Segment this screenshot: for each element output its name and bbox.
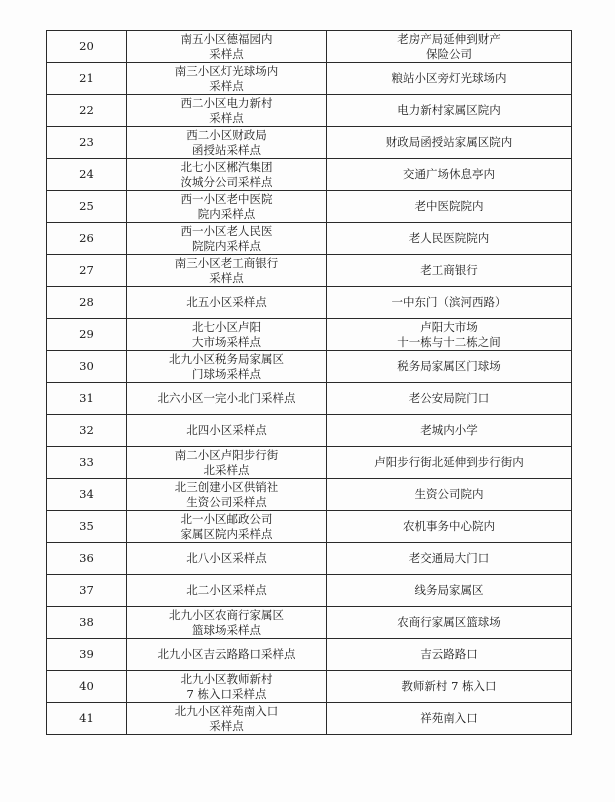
site-name-cell — [127, 159, 327, 191]
row-number: 27 — [47, 255, 127, 287]
row-number: 25 — [47, 191, 127, 223]
site-name-line: 院院内采样点 — [192, 238, 261, 253]
site-location-cell — [327, 543, 572, 575]
site-location-cell — [327, 415, 572, 447]
site-name-line: 7 栋入口采样点 — [186, 686, 267, 701]
site-name-line: 家属区院内采样点 — [180, 526, 273, 541]
row-number: 21 — [47, 63, 127, 95]
site-location-cell — [327, 191, 572, 223]
table-row — [47, 703, 572, 735]
row-number: 30 — [47, 351, 127, 383]
table-row — [47, 127, 572, 159]
site-location-line: 卢阳步行街北延伸到步行街内 — [374, 455, 524, 469]
site-location-cell — [327, 95, 572, 127]
site-name-cell — [127, 31, 327, 63]
row-number: 32 — [47, 415, 127, 447]
site-name-line: 篮球场采样点 — [192, 622, 261, 637]
site-location-line: 线务局家属区 — [414, 583, 484, 597]
table-row — [47, 95, 572, 127]
table-row — [47, 639, 572, 671]
site-location-line: 生资公司院内 — [414, 487, 484, 501]
site-name-line: 北九小区教师新村 — [180, 671, 273, 686]
site-location-cell — [327, 607, 572, 639]
row-number: 35 — [47, 511, 127, 543]
site-location-cell — [327, 511, 572, 543]
site-name-cell — [127, 511, 327, 543]
site-name-line: 汝城分公司采样点 — [180, 174, 273, 189]
row-number: 36 — [47, 543, 127, 575]
table-row — [47, 575, 572, 607]
site-name-line: 西二小区财政局 — [186, 127, 267, 142]
table-row — [47, 319, 572, 351]
site-location-cell — [327, 31, 572, 63]
site-location-line: 老公安局院门口 — [408, 391, 490, 405]
site-location-cell — [327, 479, 572, 511]
site-location-line: 老房产局延伸到财产 — [397, 31, 501, 46]
site-location-cell — [327, 351, 572, 383]
row-number: 31 — [47, 383, 127, 415]
row-number: 33 — [47, 447, 127, 479]
site-name-line: 北九小区农商行家属区 — [169, 607, 284, 622]
site-location-line: 老人民医院院内 — [408, 231, 490, 245]
site-name-line: 采样点 — [209, 270, 244, 285]
site-name-cell — [127, 575, 327, 607]
row-number: 24 — [47, 159, 127, 191]
site-name-line: 采样点 — [209, 110, 244, 125]
row-number: 26 — [47, 223, 127, 255]
site-name-line: 北七小区卢阳 — [192, 319, 261, 334]
site-name-cell — [127, 287, 327, 319]
site-name-cell — [127, 95, 327, 127]
site-location-line: 老城内小学 — [420, 423, 478, 437]
site-name-cell — [127, 127, 327, 159]
site-location-line: 粮站小区旁灯光球场内 — [391, 71, 507, 85]
site-name-line: 采样点 — [209, 46, 244, 61]
site-location-line: 吉云路路口 — [420, 647, 478, 661]
site-name-cell — [127, 63, 327, 95]
site-name-line: 北五小区采样点 — [186, 295, 267, 309]
site-location-cell — [327, 223, 572, 255]
site-name-cell — [127, 543, 327, 575]
site-name-line: 采样点 — [209, 78, 244, 93]
site-name-line: 生资公司采样点 — [186, 494, 267, 509]
row-number: 37 — [47, 575, 127, 607]
site-location-cell — [327, 159, 572, 191]
site-location-line: 教师新村 7 栋入口 — [401, 679, 497, 693]
site-location-cell — [327, 671, 572, 703]
table-row — [47, 511, 572, 543]
row-number: 34 — [47, 479, 127, 511]
site-name-line: 采样点 — [209, 718, 244, 733]
site-location-cell — [327, 575, 572, 607]
site-location-cell — [327, 383, 572, 415]
site-location-cell — [327, 127, 572, 159]
site-location-line: 老工商银行 — [420, 263, 478, 277]
table-row — [47, 671, 572, 703]
site-location-line: 保险公司 — [426, 46, 472, 61]
site-name-cell — [127, 639, 327, 671]
row-number: 22 — [47, 95, 127, 127]
site-location-line: 卢阳大市场 — [420, 319, 478, 334]
table-row — [47, 191, 572, 223]
table-row — [47, 287, 572, 319]
table-row — [47, 415, 572, 447]
site-name-line: 函授站采样点 — [192, 142, 261, 157]
site-location-cell — [327, 639, 572, 671]
site-location-cell — [327, 319, 572, 351]
site-name-cell — [127, 415, 327, 447]
row-number: 29 — [47, 319, 127, 351]
site-name-line: 西二小区电力新村 — [180, 95, 273, 110]
site-name-line: 西一小区老中医院 — [180, 191, 273, 206]
site-name-line: 南五小区德福园内 — [180, 31, 273, 46]
site-name-line: 南二小区卢阳步行街 — [174, 447, 279, 462]
site-name-line: 院内采样点 — [197, 206, 256, 221]
table-body — [47, 31, 572, 735]
site-name-cell — [127, 671, 327, 703]
site-location-cell — [327, 63, 572, 95]
site-location-line: 税务局家属区门球场 — [397, 359, 501, 373]
site-location-cell — [327, 287, 572, 319]
site-name-line: 北八小区采样点 — [186, 551, 267, 565]
site-location-line: 老中医院院内 — [414, 199, 484, 213]
row-number: 38 — [47, 607, 127, 639]
site-name-line: 南三小区老工商银行 — [174, 255, 279, 270]
site-name-line: 北七小区郴汽集团 — [180, 159, 273, 174]
row-number: 20 — [47, 31, 127, 63]
row-number: 40 — [47, 671, 127, 703]
table-row — [47, 351, 572, 383]
site-name-cell — [127, 703, 327, 735]
table-row — [47, 543, 572, 575]
site-location-cell — [327, 255, 572, 287]
site-name-line: 北三创建小区供销社 — [174, 479, 279, 494]
site-name-line: 北二小区采样点 — [186, 583, 267, 597]
table-row — [47, 447, 572, 479]
row-number: 28 — [47, 287, 127, 319]
table-row — [47, 31, 572, 63]
site-name-cell — [127, 223, 327, 255]
site-name-line: 大市场采样点 — [192, 334, 261, 349]
site-location-line: 十一栋与十二栋之间 — [397, 334, 501, 349]
row-number: 39 — [47, 639, 127, 671]
site-name-line: 北九小区祥苑南入口 — [174, 703, 279, 718]
site-name-line: 北九小区税务局家属区 — [169, 351, 284, 366]
table-row — [47, 479, 572, 511]
site-name-line: 门球场采样点 — [192, 366, 261, 381]
site-location-line: 交通广场休息亭内 — [403, 167, 495, 181]
site-name-cell — [127, 255, 327, 287]
site-name-line: 北一小区邮政公司 — [180, 511, 273, 526]
site-name-line: 北四小区采样点 — [186, 423, 267, 437]
site-location-line: 祥苑南入口 — [420, 711, 478, 725]
site-name-cell — [127, 479, 327, 511]
site-location-line: 一中东门（滨河西路） — [391, 295, 507, 309]
table-row — [47, 255, 572, 287]
table-row — [47, 159, 572, 191]
site-name-line: 北六小区一完小北门采样点 — [157, 391, 296, 405]
site-location-line: 老交通局大门口 — [408, 551, 490, 565]
site-name-line: 北九小区吉云路路口采样点 — [157, 647, 296, 661]
table-row — [47, 383, 572, 415]
site-name-line: 西一小区老人民医 — [180, 223, 273, 238]
site-name-cell — [127, 191, 327, 223]
table-row — [47, 223, 572, 255]
sampling-sites-table — [46, 30, 572, 735]
site-location-line: 农商行家属区篮球场 — [397, 615, 501, 629]
site-location-line: 电力新村家属区院内 — [397, 103, 501, 117]
site-name-cell — [127, 351, 327, 383]
row-number: 41 — [47, 703, 127, 735]
row-number: 23 — [47, 127, 127, 159]
table-row — [47, 63, 572, 95]
site-location-line: 农机事务中心院内 — [403, 519, 495, 533]
site-location-cell — [327, 447, 572, 479]
site-name-cell — [127, 447, 327, 479]
site-location-line: 财政局函授站家属区院内 — [385, 135, 513, 149]
site-location-cell — [327, 703, 572, 735]
table-row — [47, 607, 572, 639]
site-name-line: 南三小区灯光球场内 — [174, 63, 279, 78]
site-name-cell — [127, 383, 327, 415]
site-name-line: 北采样点 — [203, 462, 250, 477]
site-name-cell — [127, 319, 327, 351]
site-name-cell — [127, 607, 327, 639]
